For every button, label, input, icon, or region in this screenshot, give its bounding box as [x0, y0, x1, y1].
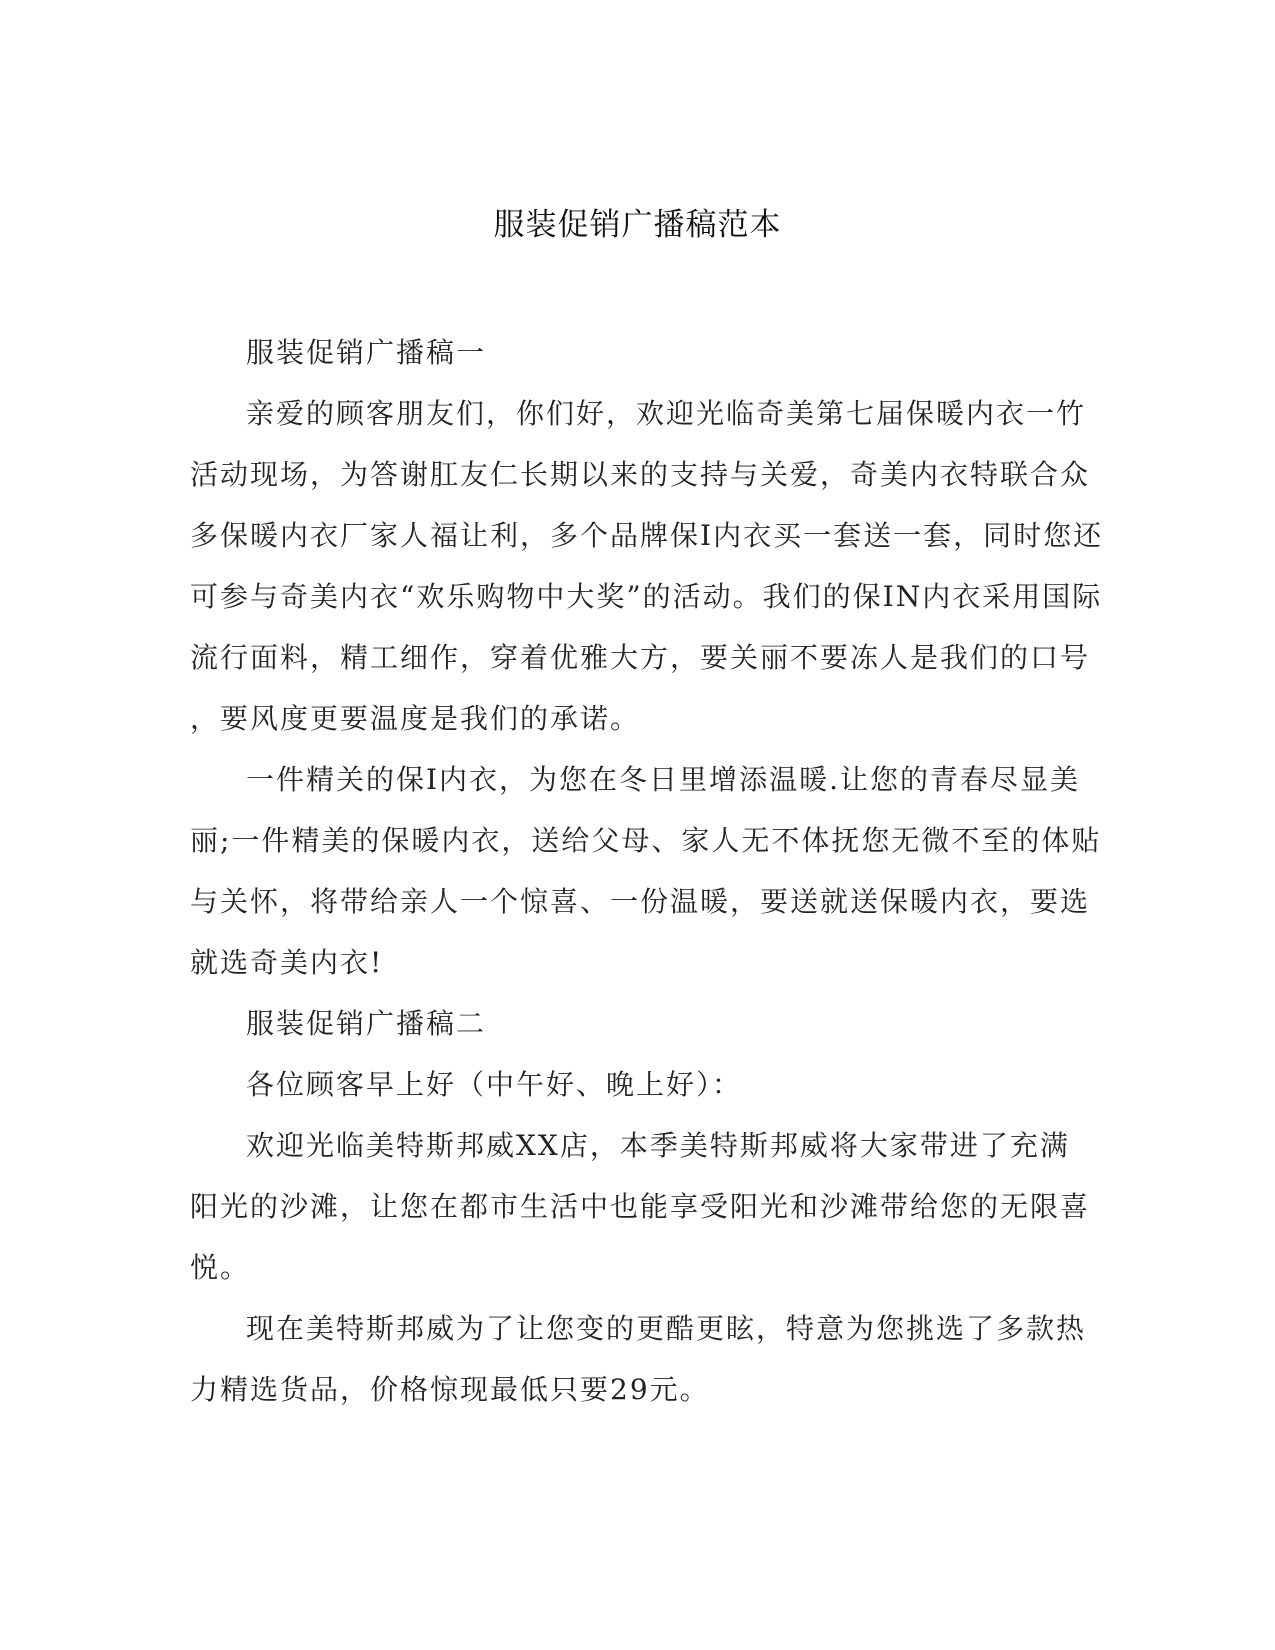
text-line: 服装促销广播稿一: [246, 336, 487, 369]
text-line: 丽;一件精美的保暖内衣，送给父母、家人无不体抚您无微不至的体贴: [190, 824, 1102, 857]
paragraph-offer: [190, 1298, 1090, 1420]
text-line: 阳光的沙滩，让您在都市生活中也能享受阳光和沙滩带给您的无限喜: [190, 1190, 1091, 1223]
text-line: 活动现场，为答谢肛友仁长期以来的支持与关爱，奇美内衣特联合众: [190, 458, 1091, 491]
text-line: 就选奇美内衣!: [190, 946, 384, 979]
section-heading-2: [190, 993, 1090, 1054]
text-line: 可参与奇美内衣“欢乐购物中大奖”的活动。我们的保IN内衣采用国际: [190, 580, 1103, 613]
paragraph-salutation: [190, 1054, 1090, 1115]
document-body: [190, 322, 1104, 1420]
paragraph-greeting: [190, 383, 1104, 749]
section-heading-1: [190, 322, 1090, 383]
document-title: 服装促销广播稿范本: [493, 207, 782, 243]
text-line: 与关怀，将带给亲人一个惊喜、一份温暖，要送就送保暖内衣，要选: [190, 885, 1091, 918]
text-line: 现在美特斯邦威为了让您变的更酷更眩，特意为您挑选了多款热: [246, 1312, 1087, 1345]
text-line: 各位顾客早上好（中午好、晚上好）：: [246, 1068, 743, 1101]
text-line: 服装促销广播稿二: [246, 1007, 487, 1040]
text-line: 悦。: [190, 1251, 251, 1284]
text-line: ，要风度更要温度是我们的承诺。: [190, 702, 641, 735]
paragraph-product: [190, 749, 1102, 993]
text-line: 一件精关的保I内衣，为您在冬日里增添温暖.让您的青春尽显美: [246, 763, 1080, 796]
text-line: 欢迎光临美特斯邦威XX店，本季美特斯邦威将大家带进了充满: [246, 1129, 1070, 1162]
text-line: 流行面料，精工细作，穿着优雅大方，要关丽不要冻人是我们的口号: [190, 641, 1091, 674]
text-line: 亲爱的顾客朋友们，你们好，欢迎光临奇美第七届保暖内衣一竹: [246, 397, 1087, 430]
paragraph-welcome: [190, 1115, 1090, 1298]
text-line: 力精选货品，价格惊现最低只要29元。: [190, 1373, 710, 1406]
text-line: 多保暖内衣厂家人福让利，多个品牌保I内衣买一套送一套，同时您还: [190, 519, 1104, 552]
